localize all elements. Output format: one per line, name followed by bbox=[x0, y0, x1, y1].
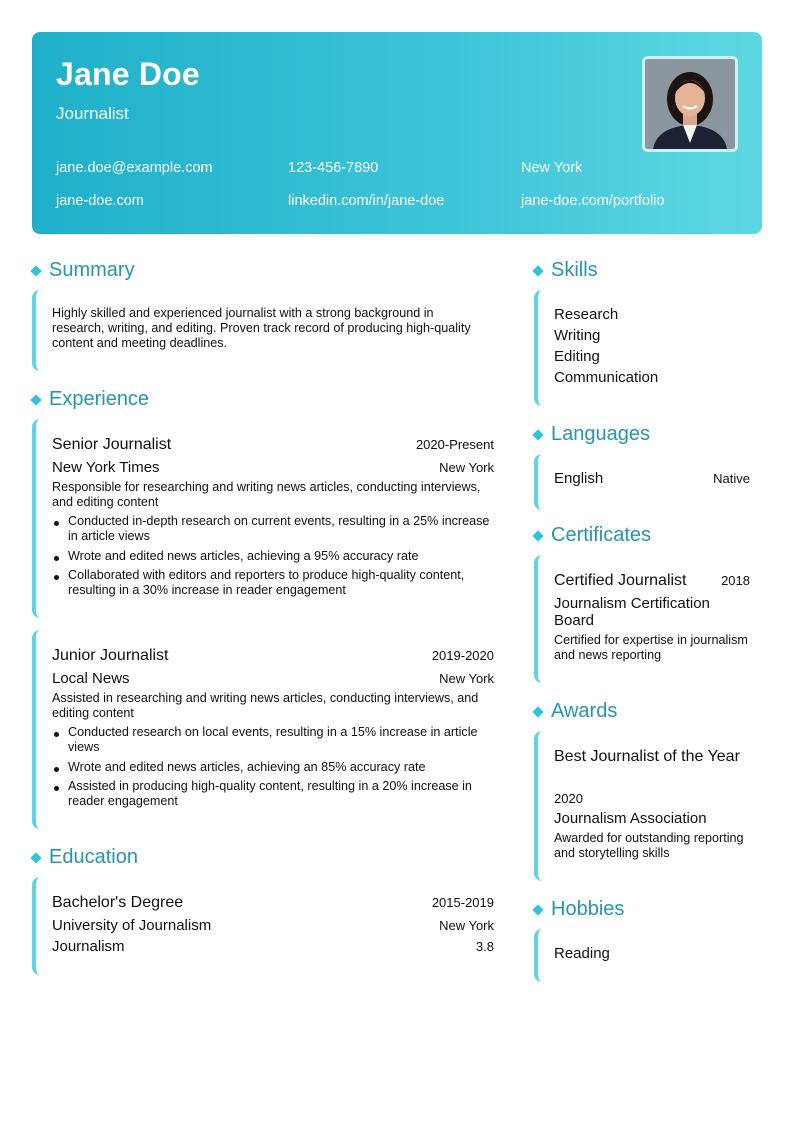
award-item bbox=[534, 731, 762, 881]
diamond-bullet-icon bbox=[532, 265, 543, 276]
job-position: Junior Journalist bbox=[52, 647, 169, 664]
certificate-item bbox=[534, 555, 762, 683]
education-field: Journalism bbox=[52, 938, 125, 955]
language-row bbox=[554, 470, 750, 487]
job-position: Senior Journalist bbox=[52, 436, 172, 453]
website-link[interactable]: jane-doe.com bbox=[56, 193, 144, 209]
certificates-heading-text: Certificates bbox=[551, 524, 652, 546]
certificate-issuer: Journalism Certification Board bbox=[554, 595, 710, 629]
achievement-item: Collaborated with editors and reporters to produce high-quality content, resulting in a 30% increase in reader engagement bbox=[52, 568, 492, 598]
certificates-heading bbox=[533, 524, 651, 547]
language-level: Native bbox=[713, 471, 750, 486]
job-achievements bbox=[52, 514, 492, 603]
hobbies-block bbox=[534, 929, 762, 982]
diamond-bullet-icon bbox=[532, 429, 543, 440]
diamond-bullet-icon bbox=[30, 852, 41, 863]
experience-item bbox=[32, 630, 494, 829]
job-header bbox=[52, 647, 494, 665]
job-description: Responsible for researching and writing news articles, conducting interviews, and editing content bbox=[52, 480, 481, 509]
summary-block bbox=[32, 290, 494, 371]
certificate-year: 2018 bbox=[721, 573, 750, 588]
achievement-item: Conducted research on local events, resulting in a 15% increase in article views bbox=[52, 725, 492, 755]
candidate-role: Journalist bbox=[56, 104, 129, 123]
education-location: New York bbox=[439, 918, 494, 933]
summary-heading-text: Summary bbox=[49, 259, 135, 281]
languages-heading-text: Languages bbox=[551, 423, 650, 445]
candidate-name: Jane Doe bbox=[56, 56, 200, 92]
summary-text: Highly skilled and experienced journalist with a strong background in research, writing, and editing. Proven track record of producing high-quality content and meeting deadlines. bbox=[52, 306, 471, 350]
skills-heading-text: Skills bbox=[551, 259, 598, 281]
skills-block bbox=[534, 290, 762, 406]
location-text: New York bbox=[521, 160, 583, 176]
award-issuer: Journalism Association bbox=[554, 810, 707, 827]
education-school-row bbox=[52, 917, 494, 934]
diamond-bullet-icon bbox=[30, 265, 41, 276]
achievement-item: Wrote and edited news articles, achieving an 85% accuracy rate bbox=[52, 760, 492, 775]
skills-heading bbox=[533, 259, 598, 282]
award-name: Best Journalist of the Year bbox=[554, 748, 740, 765]
certificate-header bbox=[554, 572, 750, 590]
job-company: New York Times bbox=[52, 459, 160, 476]
summary-heading bbox=[31, 259, 135, 282]
job-company-row bbox=[52, 670, 494, 687]
languages-block bbox=[534, 454, 762, 510]
education-item bbox=[32, 877, 494, 975]
awards-heading bbox=[533, 700, 617, 723]
hobby-item: Reading bbox=[554, 945, 610, 962]
job-dates: 2020-Present bbox=[415, 437, 494, 452]
profile-photo bbox=[642, 56, 738, 152]
resume-header bbox=[32, 32, 762, 234]
certificate-name: Certified Journalist bbox=[554, 572, 687, 589]
linkedin-link[interactable]: linkedin.com/in/jane-doe bbox=[288, 193, 445, 209]
portfolio-link[interactable]: jane-doe.com/portfolio bbox=[521, 193, 665, 209]
skill-item: Editing bbox=[554, 348, 600, 365]
achievement-item: Wrote and edited news articles, achieving a 95% accuracy rate bbox=[52, 549, 492, 564]
language-name: English bbox=[554, 470, 604, 487]
skill-item: Communication bbox=[554, 369, 659, 386]
education-school: University of Journalism bbox=[52, 917, 212, 934]
education-heading bbox=[31, 846, 138, 869]
award-description: Awarded for outstanding reporting and storytelling skills bbox=[554, 831, 744, 860]
person-portrait-icon bbox=[645, 59, 735, 149]
skill-item: Writing bbox=[554, 327, 601, 344]
education-degree: Bachelor's Degree bbox=[52, 894, 184, 911]
job-company: Local News bbox=[52, 670, 130, 687]
awards-heading-text: Awards bbox=[551, 700, 618, 722]
education-heading-text: Education bbox=[49, 846, 138, 868]
experience-heading bbox=[31, 388, 149, 411]
experience-item bbox=[32, 419, 494, 618]
languages-heading bbox=[533, 423, 650, 446]
skill-item: Research bbox=[554, 306, 619, 323]
job-header bbox=[52, 436, 494, 454]
job-dates: 2019-2020 bbox=[431, 648, 494, 663]
job-description: Assisted in researching and writing news articles, conducting interviews, and editing content bbox=[52, 691, 479, 720]
diamond-bullet-icon bbox=[532, 530, 543, 541]
job-achievements bbox=[52, 725, 492, 814]
job-location: New York bbox=[439, 671, 494, 686]
job-location: New York bbox=[439, 460, 494, 475]
hobbies-heading bbox=[533, 898, 624, 921]
education-degree-row bbox=[52, 894, 494, 912]
certificate-description: Certified for expertise in journalism and news reporting bbox=[554, 633, 748, 662]
achievement-item: Assisted in producing high-quality content, resulting in a 20% increase in reader engagement bbox=[52, 779, 492, 809]
achievement-item: Conducted in-depth research on current events, resulting in a 25% increase in article views bbox=[52, 514, 492, 544]
education-field-row bbox=[52, 938, 494, 955]
phone-text: 123-456-7890 bbox=[288, 160, 379, 176]
experience-heading-text: Experience bbox=[49, 388, 150, 410]
email-link[interactable]: jane.doe@example.com bbox=[56, 160, 213, 176]
job-company-row bbox=[52, 459, 494, 476]
education-dates: 2015-2019 bbox=[431, 895, 494, 910]
award-year: 2020 bbox=[554, 791, 583, 806]
diamond-bullet-icon bbox=[532, 706, 543, 717]
diamond-bullet-icon bbox=[30, 394, 41, 405]
diamond-bullet-icon bbox=[532, 904, 543, 915]
education-gpa: 3.8 bbox=[475, 939, 494, 954]
hobbies-heading-text: Hobbies bbox=[551, 898, 625, 920]
